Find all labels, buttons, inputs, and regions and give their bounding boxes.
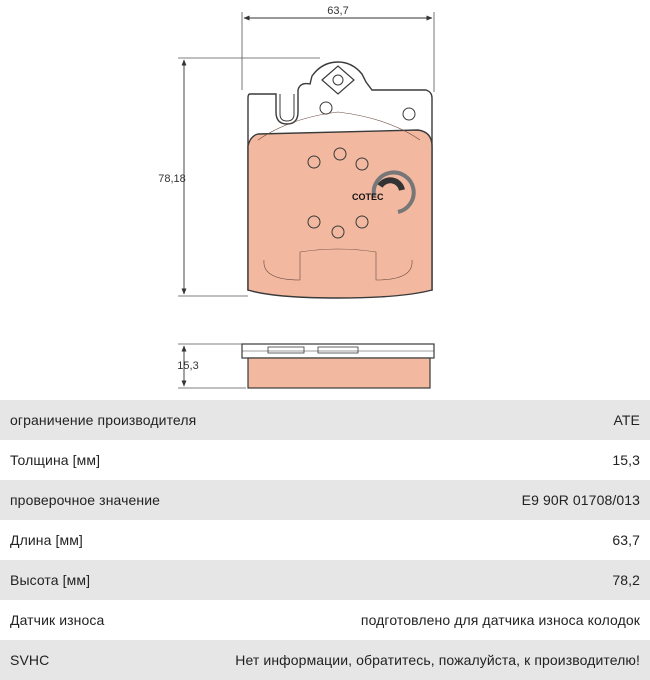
- spec-value: 15,3: [612, 452, 640, 468]
- spec-label: ограничение производителя: [10, 412, 197, 428]
- thickness-dimension: [177, 344, 246, 388]
- cotec-logo-text: COTEC: [352, 192, 384, 202]
- side-friction-material: [248, 358, 430, 388]
- brake-pad-side-view: [242, 344, 434, 388]
- spec-row: [0, 560, 650, 600]
- spec-label: SVHC: [10, 652, 50, 668]
- spec-value: ATE: [613, 412, 640, 428]
- spec-value: Нет информации, обратитесь, пожалуйста, к производителю!: [235, 652, 640, 668]
- thickness-dimension-label: 15,3: [177, 360, 199, 372]
- spec-label: Толщина [мм]: [10, 452, 101, 468]
- spec-row: [0, 400, 650, 440]
- spec-value: E9 90R 01708/013: [521, 492, 640, 508]
- spec-row: [0, 520, 650, 560]
- spec-label: проверочное значение: [10, 492, 161, 508]
- spec-row: [0, 480, 650, 520]
- spec-row: [0, 440, 650, 480]
- specs-table: [0, 400, 650, 680]
- spec-row: [0, 640, 650, 680]
- brake-pad-front-view: [248, 62, 432, 298]
- spec-value: подготовлено для датчика износа колодок: [360, 612, 640, 628]
- friction-material: [248, 130, 432, 298]
- height-dimension-label: 78,18: [158, 173, 186, 185]
- width-dimension-label: 63,7: [327, 5, 349, 17]
- spec-value: 78,2: [612, 572, 640, 588]
- spec-label: Длина [мм]: [10, 532, 83, 548]
- spec-row: [0, 600, 650, 640]
- spec-label: Датчик износа: [10, 612, 105, 628]
- spec-label: Высота [мм]: [10, 572, 91, 588]
- spec-value: 63,7: [612, 532, 640, 548]
